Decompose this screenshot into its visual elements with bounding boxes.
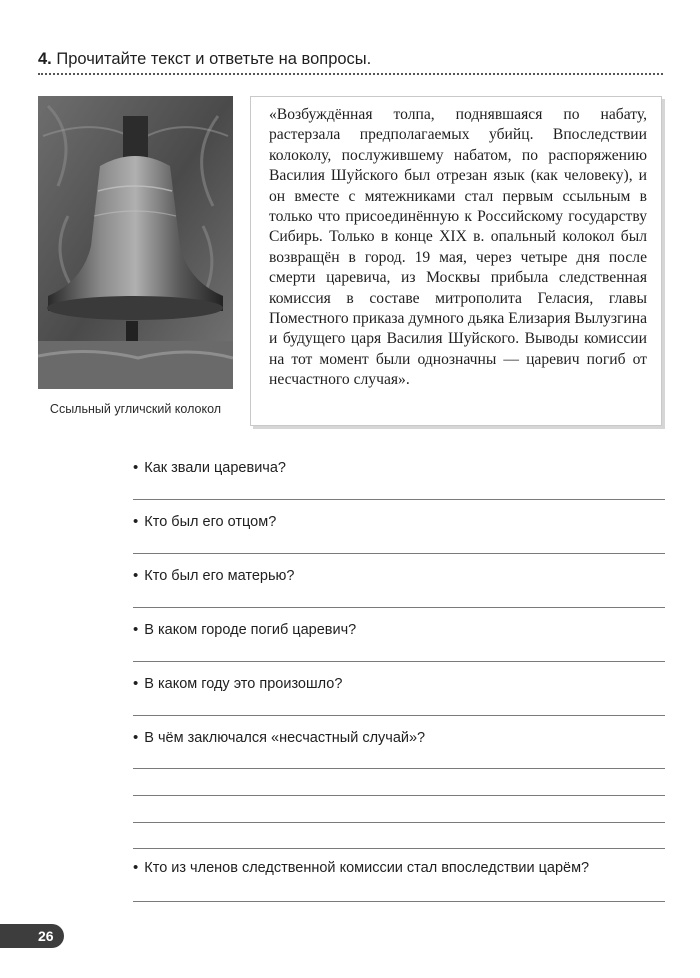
answer-line[interactable] <box>133 901 665 902</box>
page-tab <box>0 924 64 948</box>
question-item <box>133 671 665 725</box>
question-text: В каком городе погиб царевич? <box>144 622 357 638</box>
task-header <box>38 48 663 75</box>
quote-box <box>250 96 662 426</box>
question-item <box>133 455 665 509</box>
answer-line[interactable] <box>133 822 665 823</box>
question-item <box>133 617 665 671</box>
figure-caption: Ссыльный угличский колокол <box>49 402 222 416</box>
bullet-icon: • <box>133 459 139 476</box>
question-text: Кто из членов следственной комиссии стал впоследствии царём? <box>144 860 590 876</box>
answer-line[interactable] <box>133 499 665 500</box>
question-text: В каком году это произошло? <box>144 676 343 692</box>
bullet-icon: • <box>133 621 139 638</box>
answer-line[interactable] <box>133 768 665 769</box>
question-text: В чём заключался «несчастный случай»? <box>144 730 426 746</box>
bullet-icon: • <box>133 513 139 530</box>
answer-line[interactable] <box>133 795 665 796</box>
question-text: Кто был его отцом? <box>144 514 277 530</box>
question-list <box>133 455 665 909</box>
question-item <box>133 509 665 563</box>
task-instruction: Прочитайте текст и ответьте на вопросы. <box>56 50 372 68</box>
question-text: Как звали царевича? <box>144 460 286 476</box>
answer-line[interactable] <box>133 848 665 849</box>
answer-line[interactable] <box>133 553 665 554</box>
answer-line[interactable] <box>133 607 665 608</box>
bullet-icon: • <box>133 729 139 746</box>
question-text: Кто был его матерью? <box>144 568 295 584</box>
question-item <box>133 725 665 855</box>
bell-photo-icon <box>38 96 233 389</box>
answer-line[interactable] <box>133 661 665 662</box>
bullet-icon: • <box>133 675 139 692</box>
bell-photo <box>38 96 233 389</box>
bullet-icon: • <box>133 859 139 876</box>
question-item <box>133 563 665 617</box>
task-number: 4. <box>38 50 52 68</box>
bullet-icon: • <box>133 567 139 584</box>
page-number: 26 <box>38 928 54 944</box>
question-item <box>133 855 665 909</box>
quote-text: «Возбуждённая толпа, поднявшаяся по набату, растерзала предполагаемых убийц. Впоследствии колоколу, послужившему набатом, по распоряжению Василия Шуйского был отрезан язык (как человеку), и он вместе с мятежниками стал первым ссыльным в только что присоединённую к Российскому государству Сибирь. Только в конце XIX в. опальный колокол был возвращён в город. 19 мая, через четыре дня после смерти царевича, из Москвы прибыла следственная комиссия в составе митрополита Геласия, главы Поместного приказа думного дьяка Елизария Вылузгина и будущего царя Василия Шуйского. Выводы комиссии на тот момент были однозначны — царевич погиб от несчастного случая». <box>269 106 647 389</box>
answer-line[interactable] <box>133 715 665 716</box>
